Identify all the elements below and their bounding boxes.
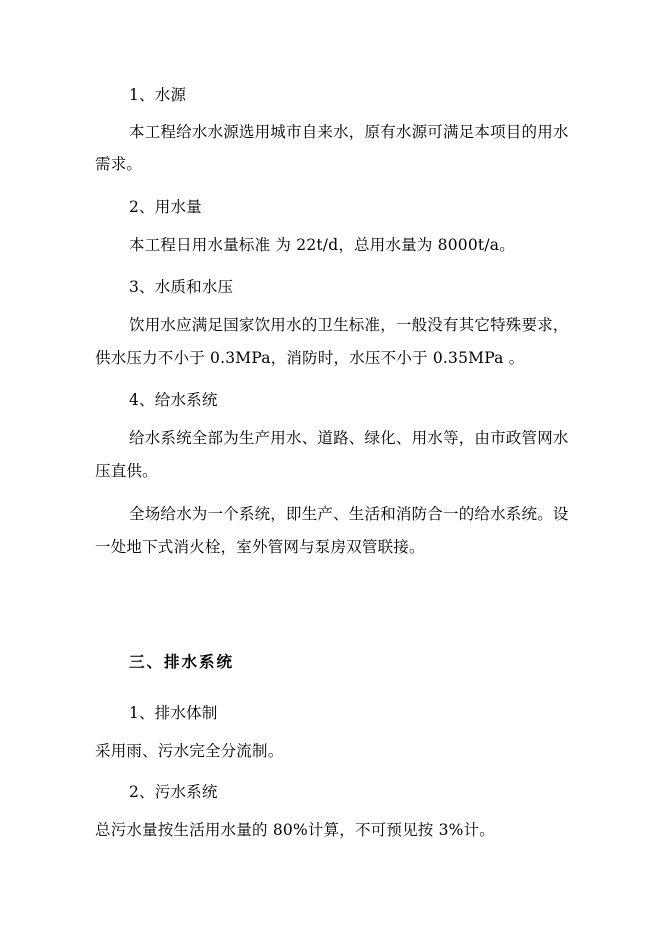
heading-drainage-system-type: 1、排水体制	[129, 704, 218, 722]
heading-water-source: 1、水源	[129, 86, 187, 104]
paragraph-water-consumption: 本工程日用水量标准 为 22t/d，总用水量为 8000t/a。	[129, 236, 515, 254]
paragraph-water-quality-line-2: 供水压力不小于 0.3MPa，消防时，水压不小于 0.35MPa 。	[95, 349, 525, 367]
heading-sewage-system: 2、污水系统	[129, 783, 218, 801]
paragraph-unified-system-line-2: 一处地下式消火栓，室外管网与泵房双管联接。	[95, 538, 425, 556]
paragraph-supply-system-line-2: 压直供。	[95, 462, 158, 480]
heading-water-supply-system: 4、给水系统	[129, 391, 218, 409]
paragraph-unified-system-line-1: 全场给水为一个系统，即生产、生活和消防合一的给水系统。设	[129, 505, 569, 523]
heading-water-consumption: 2、用水量	[129, 198, 202, 216]
paragraph-water-source-line-2: 需求。	[95, 155, 143, 173]
paragraph-drainage-system-type: 采用雨、污水完全分流制。	[95, 742, 284, 760]
paragraph-supply-system-line-1: 给水系统全部为生产用水、道路、绿化、用水等，由市政管网水	[129, 429, 569, 447]
paragraph-water-source-line-1: 本工程给水水源选用城市自来水，原有水源可满足本项目的用水	[129, 123, 569, 141]
paragraph-water-quality-line-1: 饮用水应满足国家饮用水的卫生标准，一般没有其它特殊要求，	[129, 316, 569, 334]
section-title-drainage: 三、排水系统	[129, 652, 235, 671]
heading-water-quality-pressure: 3、水质和水压	[129, 278, 234, 296]
paragraph-sewage-system: 总污水量按生活用水量的 80%计算，不可预见按 3%计。	[95, 821, 495, 839]
